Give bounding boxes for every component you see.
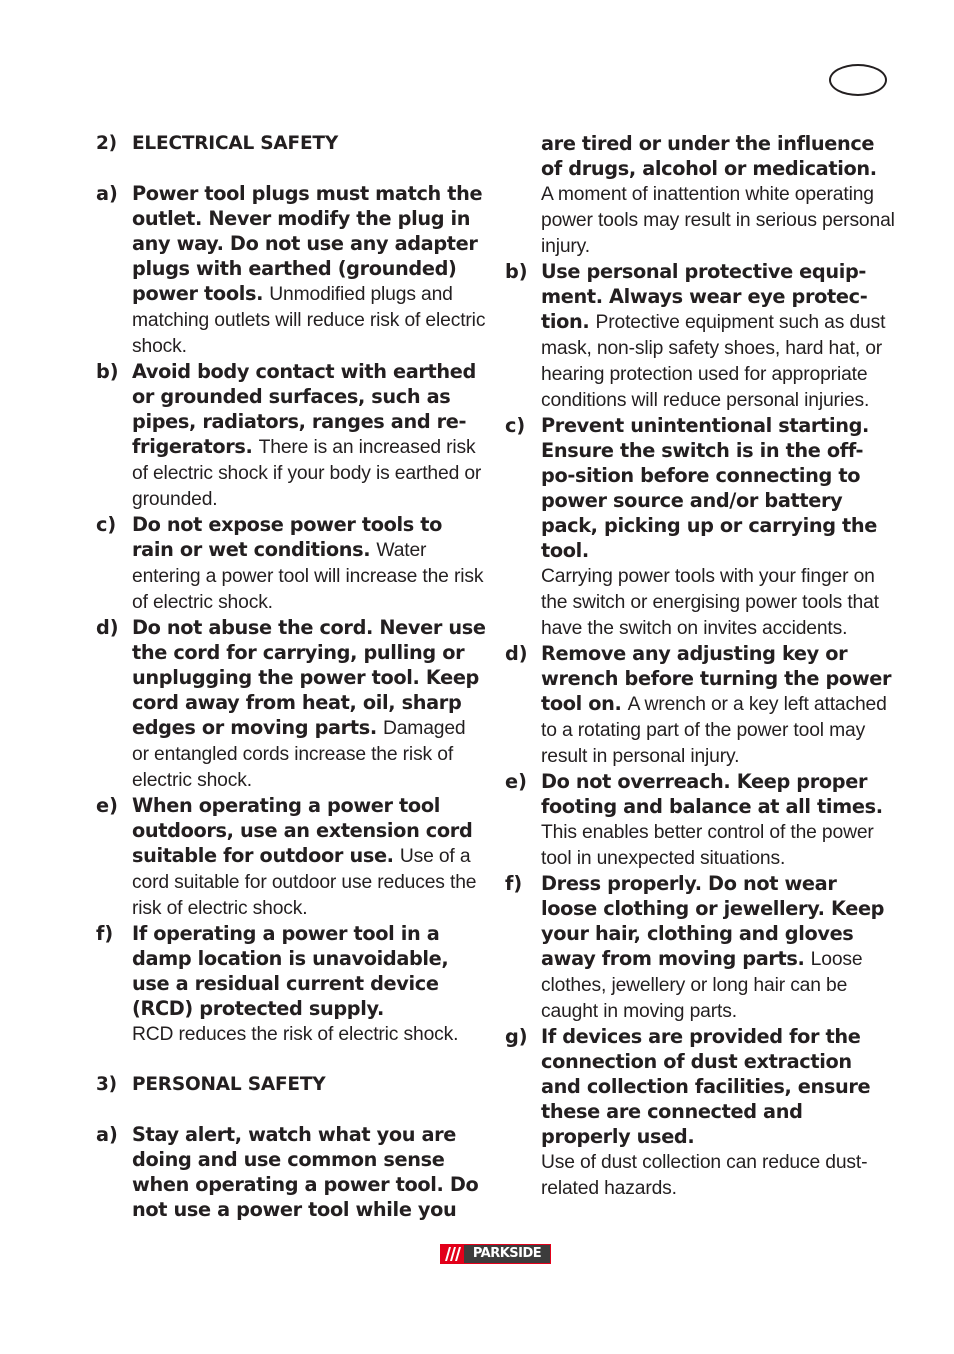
language-badge-oval — [829, 64, 887, 96]
section-title: ELECTRICAL SAFETY — [132, 133, 339, 154]
brand-name: PARKSIDE — [464, 1245, 550, 1263]
list-item-continuation — [505, 131, 897, 259]
item-instruction: Stay alert, watch what you are doing and use common sense when operating a power tool. Do not use a power tool while you — [132, 1123, 479, 1221]
item-label: f) — [505, 872, 523, 895]
left-column — [96, 131, 486, 1222]
item-instruction: If devices are provided for the connection of dust extraction and collection facilities, ensure these are connected and properly used. — [541, 1025, 871, 1148]
item-instruction: If operating a power tool in a damp location is unavoidable, use a residual current device (RCD) protected supply. — [132, 922, 449, 1020]
list-item — [96, 615, 486, 793]
item-instruction: Remove any adjusting key or wrench before turning the power tool on. — [541, 642, 892, 715]
item-explanation: Use of a cord suitable for outdoor use reduces the risk of electric shock. — [132, 846, 477, 919]
list-item — [96, 793, 486, 921]
list-item — [505, 413, 897, 641]
item-explanation: RCD reduces the risk of electric shock. — [132, 1024, 459, 1045]
item-label: a) — [96, 182, 118, 205]
item-explanation: Loose clothes, jewellery or long hair can be caught in moving parts. — [541, 949, 863, 1022]
item-explanation: Carrying power tools with your finger on the switch or energising power tools that have the switch on invites accidents. — [541, 566, 879, 639]
item-explanation: There is an increased risk of electric shock if your body is earthed or grounded. — [132, 437, 482, 510]
item-explanation: A moment of inattention white operating power tools may result in serious personal injury. — [541, 184, 895, 257]
item-label: b) — [505, 260, 528, 283]
item-label: a) — [96, 1123, 118, 1146]
item-instruction: Power tool plugs must match the outlet. Never modify the plug in any way. Do not use any adapter plugs with earthed (grounded) power tools. — [132, 182, 483, 305]
list-item — [505, 769, 897, 871]
item-label: e) — [505, 770, 527, 793]
list-item — [505, 259, 897, 413]
parkside-logo — [440, 1244, 551, 1264]
section-title: PERSONAL SAFETY — [132, 1074, 326, 1095]
item-explanation: A wrench or a key left attached to a rotating part of the power tool may result in personal injury. — [541, 694, 887, 767]
item-explanation: Unmodified plugs and matching outlets will reduce risk of electric shock. — [132, 284, 486, 357]
section-number: 2) — [96, 133, 117, 154]
logo-stripes-icon — [440, 1244, 464, 1264]
list-item — [96, 921, 486, 1047]
item-instruction: Do not abuse the cord. Never use the cord for carrying, pulling or unplugging the power tool. Keep cord away from heat, oil, sharp edges or moving parts. — [132, 616, 486, 739]
item-instruction: Dress properly. Do not wear loose clothing or jewellery. Keep your hair, clothing and gloves away from moving parts. — [541, 872, 885, 970]
section-heading-personal-safety — [96, 1072, 486, 1097]
item-explanation: Water entering a power tool will increase the risk of electric shock. — [132, 540, 484, 613]
right-column — [505, 131, 897, 1201]
item-instruction: Avoid body contact with earthed or grounded surfaces, such as pipes, radiators, ranges and re-frigerators. — [132, 360, 476, 458]
item-label: c) — [505, 414, 526, 437]
item-label: g) — [505, 1025, 528, 1048]
list-item — [96, 1122, 486, 1222]
item-label: f) — [96, 922, 114, 945]
section-number: 3) — [96, 1074, 117, 1095]
item-explanation: Damaged or entangled cords increase the risk of electric shock. — [132, 718, 466, 791]
item-explanation: Protective equipment such as dust mask, non-slip safety shoes, hard hat, or hearing protection used for appropriate conditions will reduce personal injuries. — [541, 312, 886, 411]
item-instruction: are tired or under the influence of drugs, alcohol or medication. — [541, 132, 877, 180]
item-instruction: Prevent unintentional starting. Ensure the switch is in the off-po-sition before connecting to power source and/or battery pack, picking up or carrying the tool. — [541, 414, 878, 562]
item-instruction: Do not overreach. Keep proper footing and balance at all times. — [541, 770, 883, 818]
item-explanation: This enables better control of the power tool in unexpected situations. — [541, 822, 874, 869]
list-item — [96, 512, 486, 615]
list-item — [96, 181, 486, 359]
item-instruction: Do not expose power tools to rain or wet conditions. — [132, 513, 443, 561]
item-label: b) — [96, 360, 119, 383]
item-label: c) — [96, 513, 117, 536]
list-item — [505, 871, 897, 1024]
list-item — [505, 641, 897, 769]
list-item — [96, 359, 486, 512]
item-explanation: Use of dust collection can reduce dust-related hazards. — [541, 1152, 868, 1199]
item-label: d) — [505, 642, 528, 665]
list-item — [505, 1024, 897, 1201]
item-label: e) — [96, 794, 118, 817]
item-instruction: Use personal protective equip-ment. Always wear eye protec-tion. — [541, 260, 868, 333]
item-label: d) — [96, 616, 119, 639]
section-heading-electrical-safety — [96, 131, 486, 156]
item-instruction: When operating a power tool outdoors, use an extension cord suitable for outdoor use. — [132, 794, 473, 867]
